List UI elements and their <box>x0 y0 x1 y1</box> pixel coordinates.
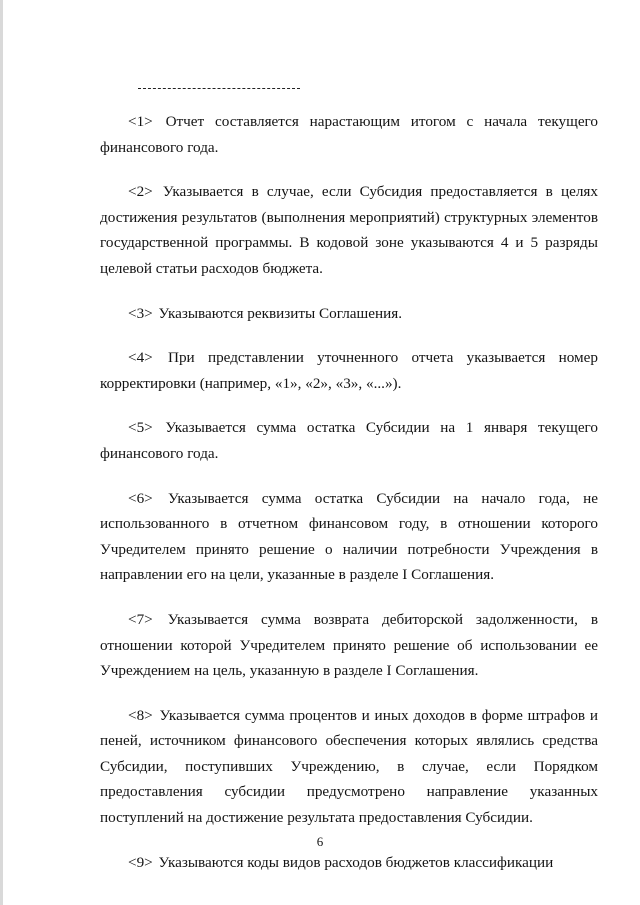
footnote-mark: <7> <box>128 610 153 628</box>
footnote-text: При представлении уточненного отчета указывается номер корректировки (например, «1», «2», «3», «...»). <box>100 349 599 392</box>
footnote-text: Указывается в случае, если Субсидия предоставляется в целях достижения результатов (выполнения мероприятий) структурных элементов государственной программы. В кодовой зоне указываются 4 и 5 разряды целевой статьи расходов бюджета. <box>100 183 599 277</box>
footnote-9 <box>100 850 598 876</box>
footnote-separator <box>138 88 300 89</box>
footnote-4 <box>100 345 598 396</box>
footnote-text: Указываются реквизиты Соглашения. <box>158 304 402 322</box>
footnote-text: Указываются коды видов расходов бюджетов классификации <box>158 853 554 871</box>
footnote-text: Указывается сумма возврата дебиторской задолженности, в отношении которой Учредителем принято решение об использовании ее Учреждением на цель, указанную в разделе I Соглашения. <box>100 610 598 680</box>
footnote-mark: <1> <box>128 113 153 130</box>
footnote-text: Указывается сумма остатка Субсидии на начало года, не использованного в отчетном финансовом году, в отношении которого Учредителем принято решение о наличии потребности Учреждения в направлении его на цели, указанные в разделе I Соглашения. <box>100 489 598 584</box>
footnote-mark: <4> <box>128 349 153 367</box>
footnote-text: Указывается сумма процентов и иных доходов в форме штрафов и пеней, источником финансового обеспечения которых являлись средства Субсидии, поступивших Учреждению, в случае, если Порядком предоставления субсидии предусмотрено направление указанных поступлений на достижение результата предоставления Субсидии. <box>100 706 599 827</box>
footnote-8 <box>100 703 598 831</box>
footnote-mark: <9> <box>128 853 153 871</box>
footnote-mark: <6> <box>128 489 153 507</box>
footnotes-list <box>100 109 598 875</box>
footnote-text: Указывается сумма остатка Субсидии на 1 января текущего финансового года. <box>100 419 598 462</box>
footnote-5 <box>100 415 598 466</box>
footnote-7 <box>100 607 598 684</box>
footnote-mark: <2> <box>128 183 153 201</box>
footnote-text: Отчет составляется нарастающим итогом с начала текущего финансового года. <box>100 113 599 156</box>
footnote-2 <box>100 179 598 281</box>
footnote-mark: <3> <box>128 304 153 322</box>
footnote-6 <box>100 486 598 588</box>
footnote-mark: <5> <box>128 419 153 437</box>
footnote-mark: <8> <box>128 706 153 724</box>
scan-edge-shadow <box>0 0 3 905</box>
page-number: 6 <box>316 834 324 849</box>
footnote-1 <box>100 109 598 160</box>
footnote-3 <box>100 301 598 327</box>
